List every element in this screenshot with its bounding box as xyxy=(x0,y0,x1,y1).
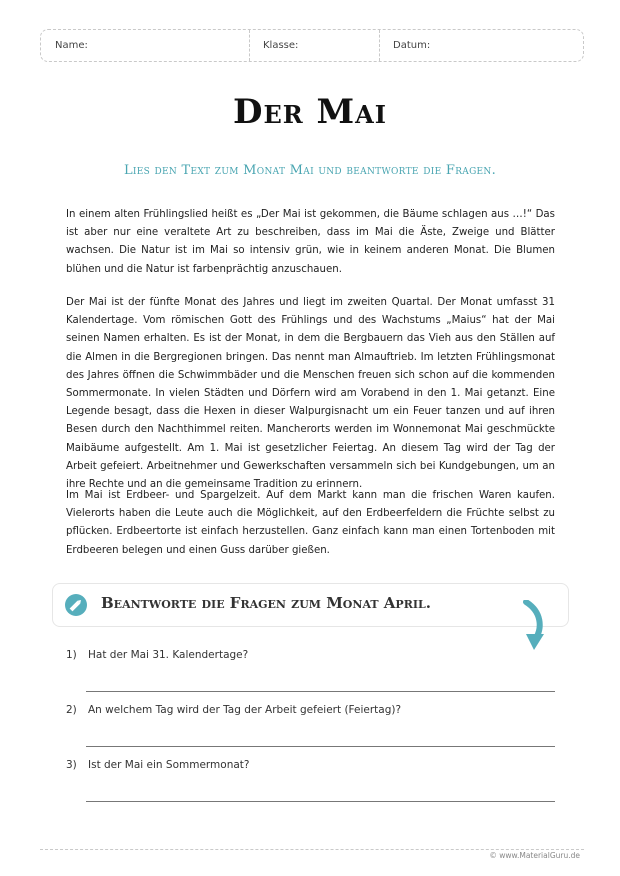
question-number: 2) xyxy=(66,704,77,716)
page-subtitle: Lies den Text zum Monat Mai und beantworte die Fragen. xyxy=(123,163,497,178)
question-1 xyxy=(66,649,248,661)
name-label: Name: xyxy=(55,40,88,51)
task-header-box xyxy=(52,583,569,627)
date-label: Datum: xyxy=(393,40,431,51)
paragraph-2: Der Mai ist der fünfte Monat des Jahres und liegt im zweiten Quartal. Der Monat umfasst 31 Kalendertage. Vom römischen Gott des Frühlings und des Wachstums „Maius“ hat der Mai seinen Namen erhalten. Es ist der Monat, in dem die Bergbauern das Vieh aus den Ställen auf die Almen in die Bergregionen bringen. Das nennt man Almauftrieb. Im letzten Frühlingsmonat des Jahres öffnen die Schwimmbäder und die Menschen freuen sich schon auf die kommenden Sommermonate. In vielen Städten und Dörfern wird am Vorabend in den 1. Mai getanzt. Eine Legende besagt, dass die Hexen in dieser Walpurgisnacht um ein Feuer tanzen und auf ihren Besen durch den Nachthimmel reiten. Mancherorts werden im Wonnemonat Mai geschmückte Maibäume aufgestellt. Am 1. Mai ist gesetzlicher Feiertag. An diesem Tag wird der Tag der Arbeit gefeiert. Arbeitnehmer und Gewerkschaften versammeln sich bei Kundgebungen, um an ihre Rechte und an die gemeinsame Tradition zu erinnern. xyxy=(66,297,555,491)
page-title: Der Mai xyxy=(232,92,388,132)
task-title: Beantworte die Fragen zum Monat April. xyxy=(101,594,431,612)
header-divider xyxy=(379,30,380,61)
question-text: Hat der Mai 31. Kalendertage? xyxy=(88,649,249,661)
pencil-icon xyxy=(65,594,87,616)
answer-line-3[interactable] xyxy=(86,801,555,802)
question-2 xyxy=(66,704,401,716)
question-3 xyxy=(66,759,250,771)
paragraph-1: In einem alten Frühlingslied heißt es „Der Mai ist gekommen, die Bäume schlagen aus …!“ Das ist aber nur eine veraltete Art zu beschreiben, dass im Mai die Äste, Zweige und Blätter wachsen. Die Natur ist im Mai so intensiv grün, wie in keinem anderen Monat. Die Blumen blühen und die Natur ist farbenprächtig anzuschauen. xyxy=(66,209,555,275)
footer-copyright: © www.MaterialGuru.de xyxy=(489,851,580,860)
question-text: Ist der Mai ein Sommermonat? xyxy=(88,759,250,771)
header-fields-box xyxy=(40,29,584,62)
question-number: 1) xyxy=(66,649,77,661)
paragraph-3: Im Mai ist Erdbeer- und Spargelzeit. Auf dem Markt kann man die frischen Waren kaufen. Vielerorts haben die Leute auch die Möglichkeit, auf den Erdbeerfeldern die Früchte selbst zu pflücken. Erdbeertorte ist einfach herzustellen. Ganz einfach kann man einen Tortenboden mit Erdbeeren belegen und einen Guss darüber gießen. xyxy=(66,490,555,556)
footer-divider xyxy=(40,849,584,850)
question-text: An welchem Tag wird der Tag der Arbeit gefeiert (Feiertag)? xyxy=(88,704,402,716)
header-divider xyxy=(249,30,250,61)
class-label: Klasse: xyxy=(263,40,299,51)
curved-arrow-down-icon xyxy=(516,600,550,654)
question-number: 3) xyxy=(66,759,77,771)
answer-line-2[interactable] xyxy=(86,746,555,747)
answer-line-1[interactable] xyxy=(86,691,555,692)
